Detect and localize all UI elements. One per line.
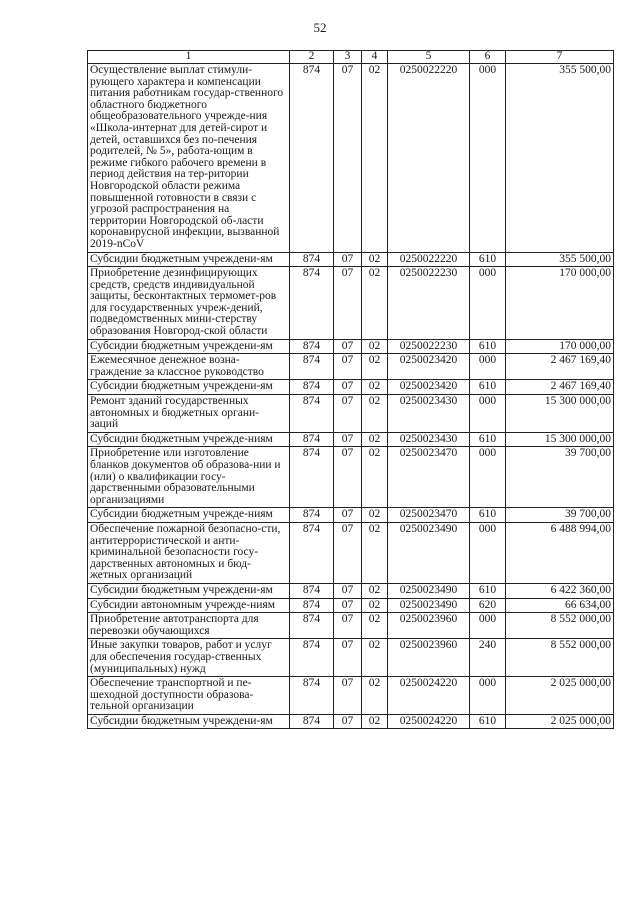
table-row [88, 267, 614, 340]
expense-type-cell: 610 [470, 252, 506, 267]
subsection-code-cell: 02 [362, 522, 388, 583]
ministry-code-cell: 874 [290, 598, 334, 613]
section-code-cell: 07 [334, 380, 362, 395]
subsection-code-cell: 02 [362, 354, 388, 380]
column-header: 4 [362, 51, 388, 64]
table-header-row [88, 51, 614, 64]
target-article-cell: 0250023960 [388, 639, 470, 677]
ministry-code-cell: 874 [290, 714, 334, 729]
amount-cell: 2 025 000,00 [506, 677, 614, 715]
table-row [88, 613, 614, 639]
table-row [88, 639, 614, 677]
expense-type-cell: 000 [470, 395, 506, 433]
ministry-code-cell: 874 [290, 508, 334, 523]
expense-type-cell: 610 [470, 714, 506, 729]
subsection-code-cell: 02 [362, 267, 388, 340]
item-name-cell: Субсидии автономным учрежде-ниям [88, 598, 290, 613]
amount-cell: 39 700,00 [506, 508, 614, 523]
table-row [88, 252, 614, 267]
target-article-cell: 0250022220 [388, 64, 470, 253]
section-code-cell: 07 [334, 64, 362, 253]
table-row [88, 354, 614, 380]
expense-type-cell: 000 [470, 64, 506, 253]
amount-cell: 2 025 000,00 [506, 714, 614, 729]
ministry-code-cell: 874 [290, 583, 334, 598]
item-name-cell: Приобретение автотранспорта для перевозки обучающихся [88, 613, 290, 639]
item-name-cell: Субсидии бюджетным учреждени-ям [88, 583, 290, 598]
expense-type-cell: 240 [470, 639, 506, 677]
section-code-cell: 07 [334, 598, 362, 613]
table-body [88, 64, 614, 729]
expense-type-cell: 000 [470, 613, 506, 639]
table-row [88, 432, 614, 447]
target-article-cell: 0250023420 [388, 354, 470, 380]
table-row [88, 395, 614, 433]
ministry-code-cell: 874 [290, 354, 334, 380]
target-article-cell: 0250024220 [388, 677, 470, 715]
section-code-cell: 07 [334, 583, 362, 598]
expense-type-cell: 000 [470, 677, 506, 715]
table-row [88, 677, 614, 715]
amount-cell: 2 467 169,40 [506, 354, 614, 380]
amount-cell: 8 552 000,00 [506, 639, 614, 677]
ministry-code-cell: 874 [290, 639, 334, 677]
item-name-cell: Осуществление выплат стимули-рующего характера и компенсации питания работникам государ-ственного областного бюджетного общеобразовательного учрежде-ния «Школа-интернат для детей-сирот и детей, оставшихся без по-печения родителей, № 5», работа-ющим в режиме гибкого рабочего времени в период действия на тер-ритории Новгородской области режима повышенной готовности в связи с угрозой распространения на территории Новгородской об-ласти коронавирусной инфекции, вызванной 2019-nCoV [88, 64, 290, 253]
target-article-cell: 0250023420 [388, 380, 470, 395]
amount-cell: 355 500,00 [506, 64, 614, 253]
ministry-code-cell: 874 [290, 380, 334, 395]
target-article-cell: 0250023470 [388, 447, 470, 508]
ministry-code-cell: 874 [290, 267, 334, 340]
table-row [88, 598, 614, 613]
column-header: 5 [388, 51, 470, 64]
subsection-code-cell: 02 [362, 639, 388, 677]
section-code-cell: 07 [334, 339, 362, 354]
amount-cell: 2 467 169,40 [506, 380, 614, 395]
page-number: 52 [313, 20, 327, 35]
target-article-cell: 0250023960 [388, 613, 470, 639]
subsection-code-cell: 02 [362, 613, 388, 639]
item-name-cell: Субсидии бюджетным учреждени-ям [88, 714, 290, 729]
section-code-cell: 07 [334, 714, 362, 729]
subsection-code-cell: 02 [362, 252, 388, 267]
target-article-cell: 0250022220 [388, 252, 470, 267]
amount-cell: 39 700,00 [506, 447, 614, 508]
ministry-code-cell: 874 [290, 252, 334, 267]
ministry-code-cell: 874 [290, 677, 334, 715]
section-code-cell: 07 [334, 447, 362, 508]
subsection-code-cell: 02 [362, 508, 388, 523]
amount-cell: 66 634,00 [506, 598, 614, 613]
item-name-cell: Ежемесячное денежное возна-граждение за классное руководство [88, 354, 290, 380]
item-name-cell: Иные закупки товаров, работ и услуг для обеспечения государ-ственных (муниципальных) нужд [88, 639, 290, 677]
expense-type-cell: 610 [470, 432, 506, 447]
column-header: 2 [290, 51, 334, 64]
amount-cell: 6 422 360,00 [506, 583, 614, 598]
column-header: 7 [506, 51, 614, 64]
amount-cell: 170 000,00 [506, 267, 614, 340]
column-header: 1 [88, 51, 290, 64]
expense-type-cell: 000 [470, 267, 506, 340]
expense-type-cell: 610 [470, 339, 506, 354]
expense-type-cell: 610 [470, 508, 506, 523]
column-header: 6 [470, 51, 506, 64]
section-code-cell: 07 [334, 267, 362, 340]
subsection-code-cell: 02 [362, 583, 388, 598]
ministry-code-cell: 874 [290, 64, 334, 253]
target-article-cell: 0250024220 [388, 714, 470, 729]
section-code-cell: 07 [334, 639, 362, 677]
expense-type-cell: 610 [470, 380, 506, 395]
subsection-code-cell: 02 [362, 432, 388, 447]
item-name-cell: Ремонт зданий государственных автономных и бюджетных органи-заций [88, 395, 290, 433]
section-code-cell: 07 [334, 354, 362, 380]
table-row [88, 583, 614, 598]
item-name-cell: Приобретение или изготовление бланков документов об образова-нии и (или) о квалификации госу-дарственными образовательными организациями [88, 447, 290, 508]
target-article-cell: 0250023430 [388, 432, 470, 447]
target-article-cell: 0250023490 [388, 598, 470, 613]
budget-table [87, 50, 614, 729]
item-name-cell: Приобретение дезинфицирующих средств, средств индивидуальной защиты, бесконтактных термомет-ров для государственных учреж-дений, подведомственных мини-стерству образования Новгород-ской области [88, 267, 290, 340]
table-row [88, 714, 614, 729]
item-name-cell: Субсидии бюджетным учреждени-ям [88, 380, 290, 395]
expense-type-cell: 000 [470, 354, 506, 380]
amount-cell: 355 500,00 [506, 252, 614, 267]
ministry-code-cell: 874 [290, 613, 334, 639]
target-article-cell: 0250023490 [388, 522, 470, 583]
expense-type-cell: 000 [470, 522, 506, 583]
item-name-cell: Обеспечение транспортной и пе-шеходной доступности образова-тельной организации [88, 677, 290, 715]
target-article-cell: 0250023470 [388, 508, 470, 523]
section-code-cell: 07 [334, 613, 362, 639]
expense-type-cell: 620 [470, 598, 506, 613]
subsection-code-cell: 02 [362, 714, 388, 729]
subsection-code-cell: 02 [362, 447, 388, 508]
item-name-cell: Субсидии бюджетным учрежде-ниям [88, 508, 290, 523]
subsection-code-cell: 02 [362, 598, 388, 613]
ministry-code-cell: 874 [290, 522, 334, 583]
table-row [88, 447, 614, 508]
ministry-code-cell: 874 [290, 432, 334, 447]
section-code-cell: 07 [334, 395, 362, 433]
column-header: 3 [334, 51, 362, 64]
subsection-code-cell: 02 [362, 395, 388, 433]
ministry-code-cell: 874 [290, 339, 334, 354]
amount-cell: 15 300 000,00 [506, 432, 614, 447]
table-row [88, 339, 614, 354]
amount-cell: 8 552 000,00 [506, 613, 614, 639]
section-code-cell: 07 [334, 508, 362, 523]
target-article-cell: 0250022230 [388, 339, 470, 354]
table-row [88, 380, 614, 395]
table-row [88, 522, 614, 583]
item-name-cell: Субсидии бюджетным учреждени-ям [88, 252, 290, 267]
target-article-cell: 0250023430 [388, 395, 470, 433]
amount-cell: 6 488 994,00 [506, 522, 614, 583]
table-row [88, 508, 614, 523]
ministry-code-cell: 874 [290, 395, 334, 433]
target-article-cell: 0250022230 [388, 267, 470, 340]
amount-cell: 170 000,00 [506, 339, 614, 354]
section-code-cell: 07 [334, 677, 362, 715]
ministry-code-cell: 874 [290, 447, 334, 508]
subsection-code-cell: 02 [362, 339, 388, 354]
table-row [88, 64, 614, 253]
item-name-cell: Обеспечение пожарной безопасно-сти, антитеррористической и анти-криминальной безопасности госу-дарственных автономных и бюд-жетных организаций [88, 522, 290, 583]
subsection-code-cell: 02 [362, 64, 388, 253]
section-code-cell: 07 [334, 432, 362, 447]
section-code-cell: 07 [334, 252, 362, 267]
item-name-cell: Субсидии бюджетным учреждени-ям [88, 339, 290, 354]
expense-type-cell: 610 [470, 583, 506, 598]
subsection-code-cell: 02 [362, 677, 388, 715]
target-article-cell: 0250023490 [388, 583, 470, 598]
expense-type-cell: 000 [470, 447, 506, 508]
section-code-cell: 07 [334, 522, 362, 583]
subsection-code-cell: 02 [362, 380, 388, 395]
amount-cell: 15 300 000,00 [506, 395, 614, 433]
item-name-cell: Субсидии бюджетным учрежде-ниям [88, 432, 290, 447]
